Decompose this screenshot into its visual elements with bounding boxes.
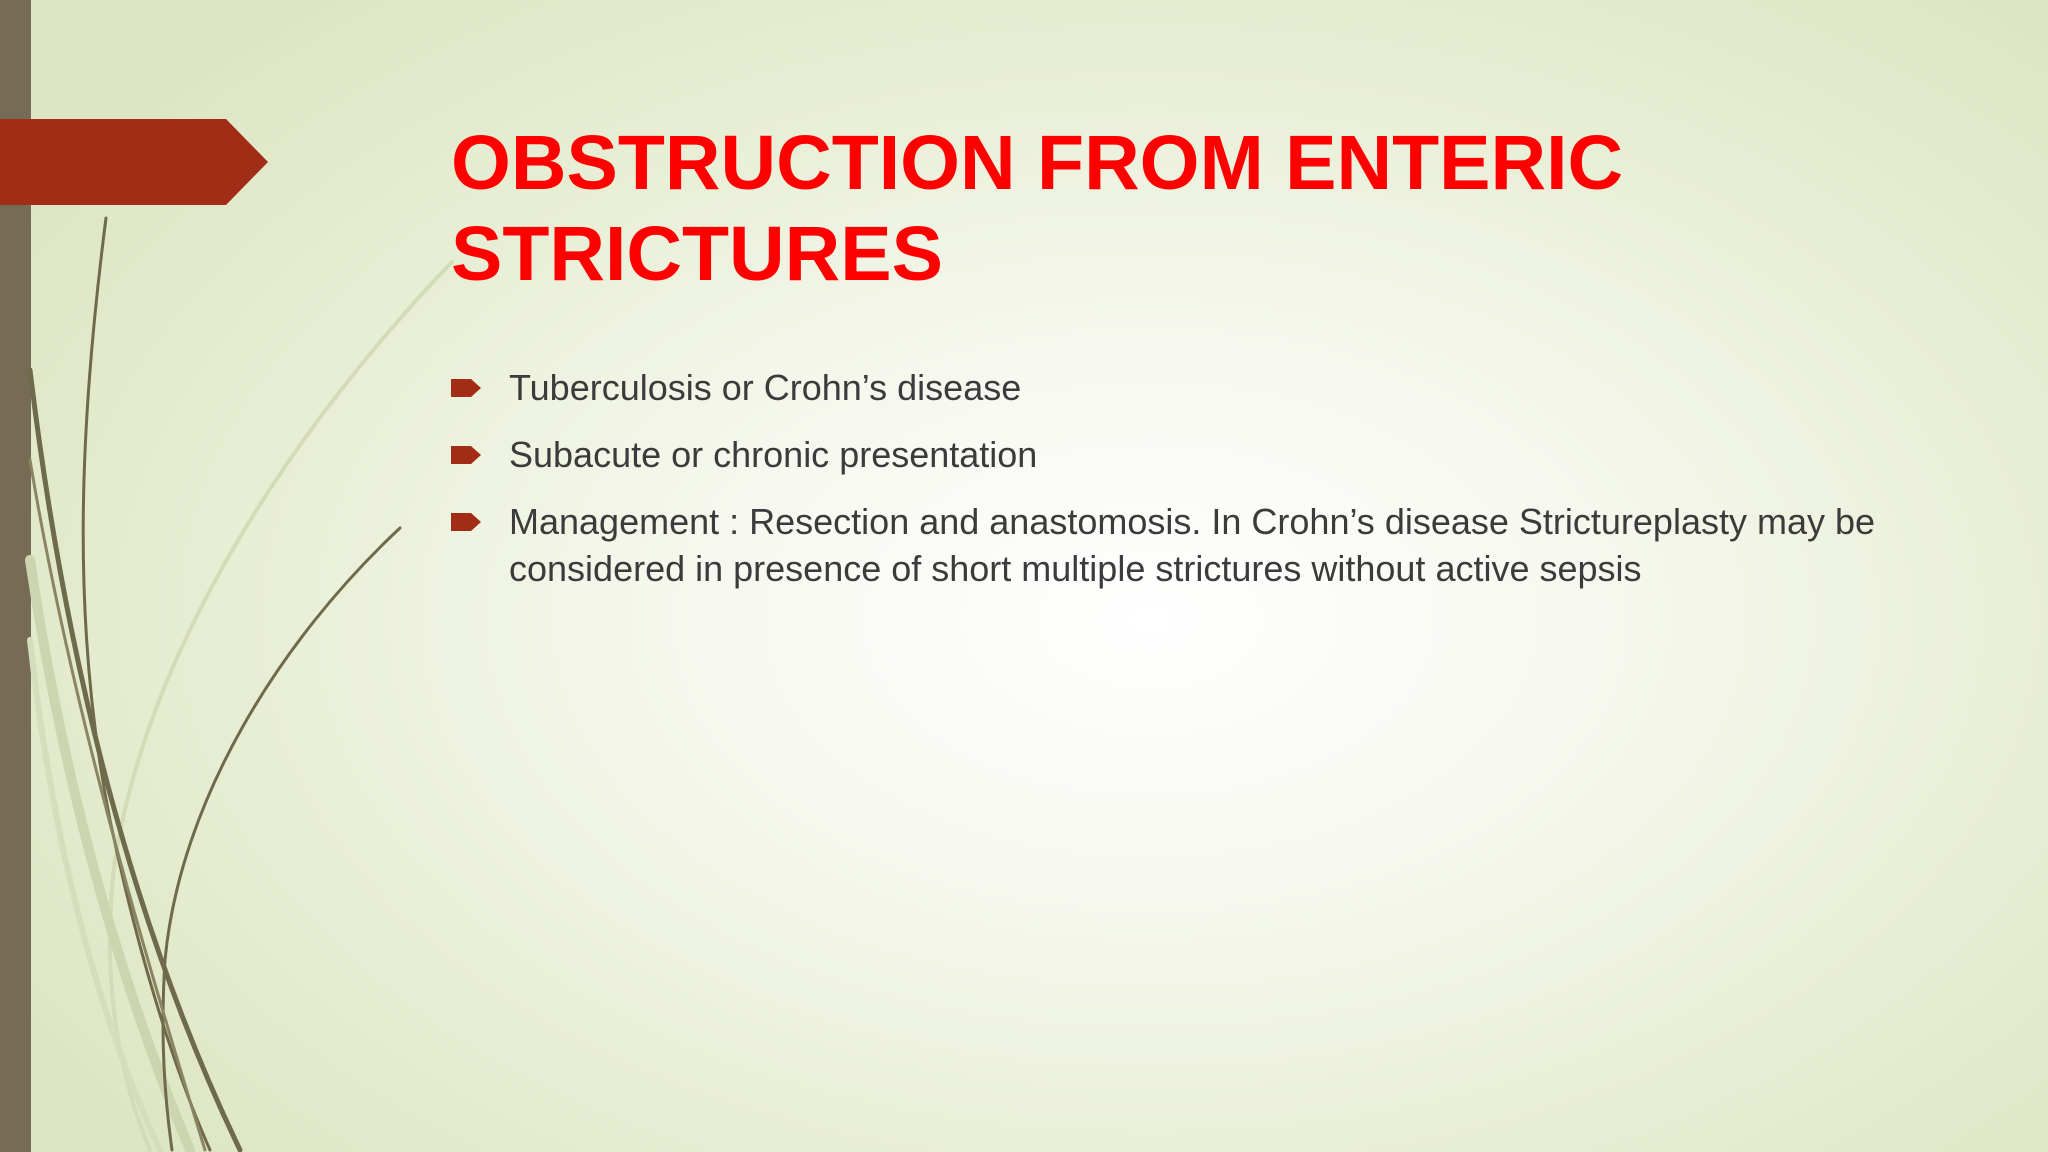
bullet-text: Subacute or chronic presentation [509, 434, 1038, 475]
bullet-item [451, 431, 1931, 478]
slide-title: OBSTRUCTION FROM ENTERIC STRICTURES [451, 120, 1624, 297]
arrow-bullet-icon [451, 379, 481, 397]
bullet-item [451, 498, 1931, 592]
bullet-list [451, 364, 1931, 612]
arrow-bullet-icon [451, 446, 481, 464]
bullet-text: Management : Resection and anastomosis. In Crohn’s disease Strictureplasty may be considered in presence of short multiple strictures without active sepsis [509, 501, 1876, 589]
arrow-bullet-icon [451, 513, 481, 531]
title-arrow-tab [0, 119, 270, 205]
bullet-item [451, 364, 1931, 411]
bullet-text: Tuberculosis or Crohn’s disease [509, 367, 1022, 408]
